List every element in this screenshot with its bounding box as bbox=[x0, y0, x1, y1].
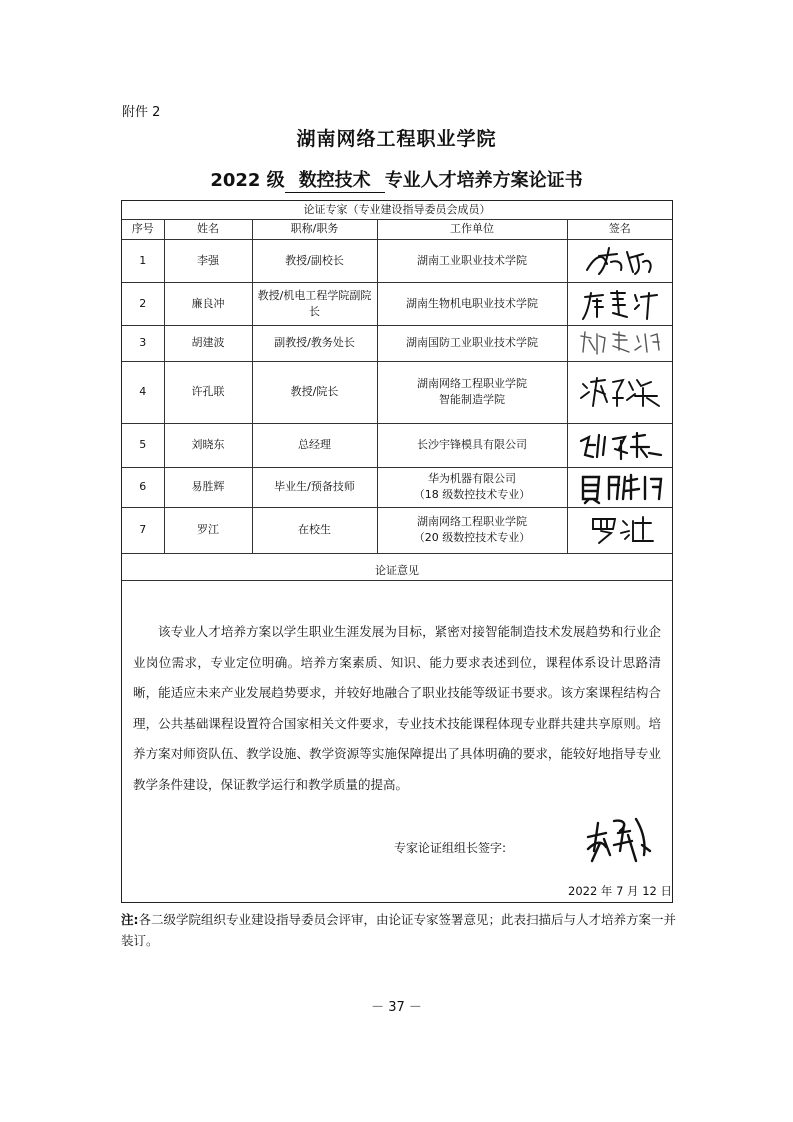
expert-signature bbox=[567, 239, 672, 282]
opinion-section-label: 论证意见 bbox=[122, 561, 672, 581]
expert-no: 3 bbox=[122, 325, 164, 361]
expert-name: 许孔联 bbox=[164, 361, 252, 423]
table-row bbox=[122, 325, 672, 361]
signature-image bbox=[577, 242, 663, 280]
column-header-unit: 工作单位 bbox=[377, 219, 567, 239]
certificate-form bbox=[121, 200, 673, 903]
page-number: － 37 － bbox=[371, 1000, 422, 1015]
expert-signature bbox=[567, 282, 672, 325]
expert-signature bbox=[567, 507, 672, 553]
expert-signature bbox=[567, 423, 672, 467]
signature-image bbox=[577, 285, 663, 323]
experts-section-label: 论证专家（专业建设指导委员会成员） bbox=[122, 201, 672, 219]
expert-unit: 湖南网络工程职业学院 （20 级数控技术专业） bbox=[377, 507, 567, 553]
expert-unit: 华为机器有限公司 （18 级数控技术专业） bbox=[377, 467, 567, 507]
expert-signature bbox=[567, 361, 672, 423]
table-row bbox=[122, 423, 672, 467]
expert-no: 5 bbox=[122, 423, 164, 467]
expert-unit: 湖南工业职业技术学院 bbox=[377, 239, 567, 282]
expert-title: 总经理 bbox=[252, 423, 377, 467]
expert-no: 7 bbox=[122, 507, 164, 553]
expert-no: 4 bbox=[122, 361, 164, 423]
table-row bbox=[122, 239, 672, 282]
expert-name: 胡建波 bbox=[164, 325, 252, 361]
title-suffix: 专业人才培养方案论证书 bbox=[384, 170, 583, 191]
expert-title: 教授/院长 bbox=[252, 361, 377, 423]
expert-name: 易胜辉 bbox=[164, 467, 252, 507]
expert-title: 毕业生/预备技师 bbox=[252, 467, 377, 507]
attachment-label: 附件 2 bbox=[122, 105, 161, 120]
expert-no: 2 bbox=[122, 282, 164, 325]
opinion-text: 该专业人才培养方案以学生职业生涯发展为目标，紧密对接智能制造技术发展趋势和行业企业岗位需求，专业定位明确。培养方案素质、知识、能力要求表述到位，课程体系设计思路清晰，能适应未来产业发展趋势要求，并较好地融合了职业技能等级证书要求。该方案课程结构合理，公共基础课程设置符合国家相关文件要求，专业技术技能课程体现专业群共建共享原则。培养方案对师资队伍、教学设施、教学资源等实施保障提出了具体明确的要求，能较好地指导专业教学条件建设，保证教学运行和教学质量的提高。 bbox=[133, 624, 661, 792]
footnote bbox=[121, 909, 677, 951]
column-header-no: 序号 bbox=[122, 219, 164, 239]
signature-image bbox=[575, 469, 665, 505]
expert-no: 6 bbox=[122, 467, 164, 507]
expert-signature bbox=[567, 467, 672, 507]
school-title: 湖南网络工程职业学院 bbox=[296, 128, 497, 150]
expert-title: 副教授/教务处长 bbox=[252, 325, 377, 361]
signature-image bbox=[575, 328, 665, 358]
column-header-name: 姓名 bbox=[164, 219, 252, 239]
signature-image bbox=[575, 427, 665, 463]
signature-image bbox=[577, 372, 663, 412]
document-title bbox=[0, 166, 793, 193]
table-row bbox=[122, 467, 672, 507]
experts-table bbox=[122, 201, 672, 554]
expert-name: 罗江 bbox=[164, 507, 252, 553]
leader-signature-image bbox=[584, 811, 654, 877]
table-row bbox=[122, 507, 672, 553]
table-row bbox=[122, 361, 672, 423]
expert-name: 廉良冲 bbox=[164, 282, 252, 325]
expert-unit: 湖南国防工业职业技术学院 bbox=[377, 325, 567, 361]
major-name: 数控技术 bbox=[285, 166, 385, 193]
expert-name: 刘晓东 bbox=[164, 423, 252, 467]
expert-title: 教授/副校长 bbox=[252, 239, 377, 282]
expert-unit: 湖南网络工程职业学院 智能制造学院 bbox=[377, 361, 567, 423]
expert-unit: 长沙宇锋模具有限公司 bbox=[377, 423, 567, 467]
leader-signature-label: 专家论证组组长签字: bbox=[394, 841, 507, 855]
expert-unit: 湖南生物机电职业技术学院 bbox=[377, 282, 567, 325]
expert-signature bbox=[567, 325, 672, 361]
signing-date: 2022 年 7 月 12 日 bbox=[568, 884, 672, 898]
note-prefix: 注: bbox=[121, 912, 139, 927]
expert-name: 李强 bbox=[164, 239, 252, 282]
grade-label: 2022 级 bbox=[210, 170, 285, 191]
expert-no: 1 bbox=[122, 239, 164, 282]
expert-title: 在校生 bbox=[252, 507, 377, 553]
column-header-title: 职称/职务 bbox=[252, 219, 377, 239]
column-header-signature: 签名 bbox=[567, 219, 672, 239]
table-row bbox=[122, 282, 672, 325]
signature-image bbox=[577, 513, 663, 547]
note-text: 各二级学院组织专业建设指导委员会评审，由论证专家签署意见；此表扫描后与人才培养方案一并装订。 bbox=[121, 912, 677, 948]
expert-title: 教授/机电工程学院副院长 bbox=[252, 282, 377, 325]
